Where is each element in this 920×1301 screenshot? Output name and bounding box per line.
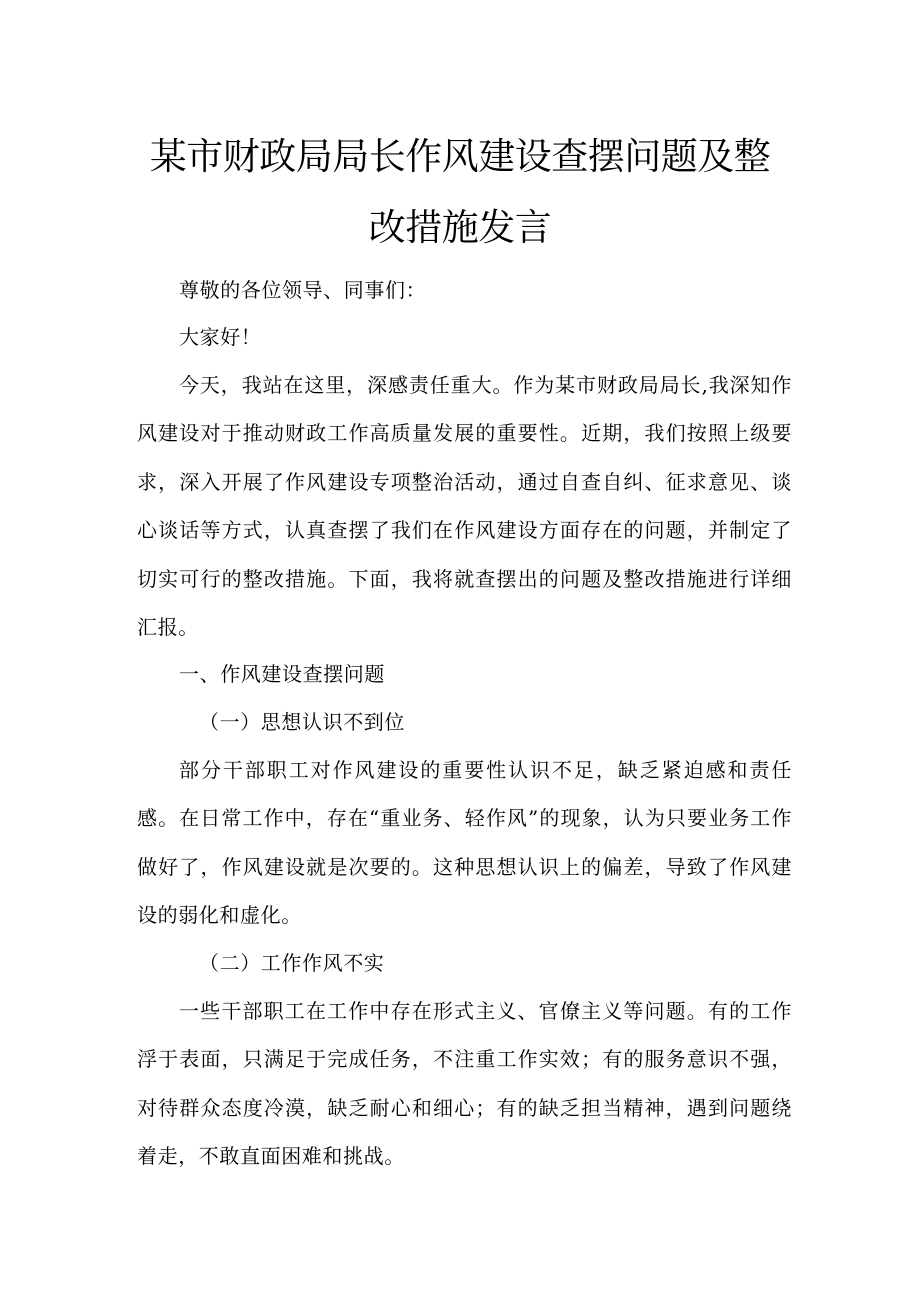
- subsection-paragraph-work-style: 一些干部职工在工作中存在形式主义、官僚主义等问题。有的工作浮于表面，只满足于完成任务，不注重工作实效；有的服务意识不强，对待群众态度冷漠，缺乏耐心和细心；有的缺乏担当精神，遇到问题绕着走，不敢直面困难和挑战。: [137, 999, 792, 1169]
- intro-paragraph: 今天，我站在这里，深感责任重大。作为某市财政局局长,我深知作风建设对于推动财政工作高质量发展的重要性。近期，我们按照上级要求，深入开展了作风建设专项整治活动，通过自查自纠、征求意见、谈心谈话等方式，认真查摆了我们在作风建设方面存在的问题，并制定了切实可行的整改措施。下面，我将就查摆出的问题及整改措施进行详细汇报。: [137, 373, 792, 640]
- section-heading-problems: 一、作风建设查摆问题: [179, 662, 385, 686]
- document-title-line-2: 改措施发言: [368, 206, 552, 249]
- salutation: 尊敬的各位领导、同事们：: [179, 278, 427, 302]
- subsection-heading-thinking: （一）思想认识不到位: [199, 710, 405, 734]
- greeting: 大家好！: [179, 325, 262, 349]
- document-title-line-1: 某市财政局局长作风建设查摆问题及整: [149, 135, 771, 178]
- subsection-heading-work-style: （二）工作作风不实: [199, 951, 385, 975]
- subsection-paragraph-thinking: 部分干部职工对作风建设的重要性认识不足，缺乏紧迫感和责任感。在日常工作中，存在“重业务、轻作风”的现象，认为只要业务工作做好了，作风建设就是次要的。这种思想认识上的偏差，导致了作风建设的弱化和虚化。: [137, 758, 792, 928]
